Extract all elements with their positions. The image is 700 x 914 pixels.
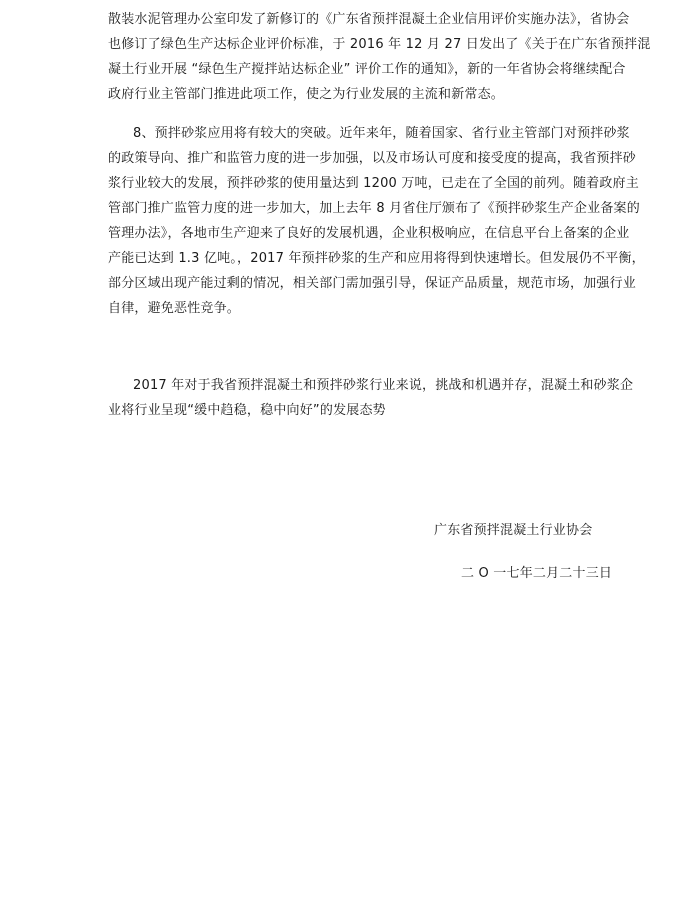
paragraph-2-line-6: 产能已达到 1.3 亿吨。，2017 年预拌砂浆的生产和应用将得到快速增长。但发展仍不平衡， — [108, 251, 645, 266]
paragraph-1-line-2: 也修订了绿色生产达标企业评价标准，于 2016 年 12 月 27 日发出了《关于在广东省预拌混 — [108, 37, 651, 52]
paragraph-2-line-5: 管理办法》，各地市生产迎来了良好的发展机遇，企业积极响应，在信息平台上备案的企业 — [108, 226, 630, 241]
signature-organization: 广东省预拌混凝土行业协会 — [434, 523, 593, 538]
paragraph-2-line-7: 部分区域出现产能过剩的情况，相关部门需加强引导，保证产品质量，规范市场，加强行业 — [108, 276, 637, 291]
paragraph-2-line-2: 的政策导向、推广和监管力度的进一步加强，以及市场认可度和接受度的提高，我省预拌砂 — [108, 151, 637, 166]
signature-date: 二 O 一七年二月二十三日 — [461, 566, 613, 581]
paragraph-1-line-3: 凝土行业开展 “绿色生产搅拌站达标企业” 评价工作的通知》，新的一年省协会将继续配合 — [108, 62, 626, 77]
paragraph-1-line-1: 散装水泥管理办公室印发了新修订的《广东省预拌混凝土企业信用评价实施办法》，省协会 — [108, 12, 630, 27]
paragraph-2-line-4: 管部门推广监管力度的进一步加大，加上去年 8 月省住厅颁布了《预拌砂浆生产企业备案的 — [108, 201, 640, 216]
paragraph-1-line-4: 政府行业主管部门推进此项工作，使之为行业发展的主流和新常态。 — [108, 87, 505, 102]
paragraph-2-line-1: 8、预拌砂浆应用将有较大的突破。近年来年，随着国家、省行业主管部门对预拌砂浆 — [133, 126, 630, 141]
paragraph-3-line-1: 2017 年对于我省预拌混凝土和预拌砂浆行业来说，挑战和机遇并存，混凝土和砂浆企 — [133, 378, 634, 393]
paragraph-3-line-2: 业将行业呈现“缓中趋稳，稳中向好”的发展态势 — [108, 403, 386, 418]
paragraph-2-line-3: 浆行业较大的发展，预拌砂浆的使用量达到 1200 万吨，已走在了全国的前列。随着政府主 — [108, 176, 639, 191]
paragraph-2-line-8: 自律，避免恶性竞争。 — [108, 301, 241, 316]
